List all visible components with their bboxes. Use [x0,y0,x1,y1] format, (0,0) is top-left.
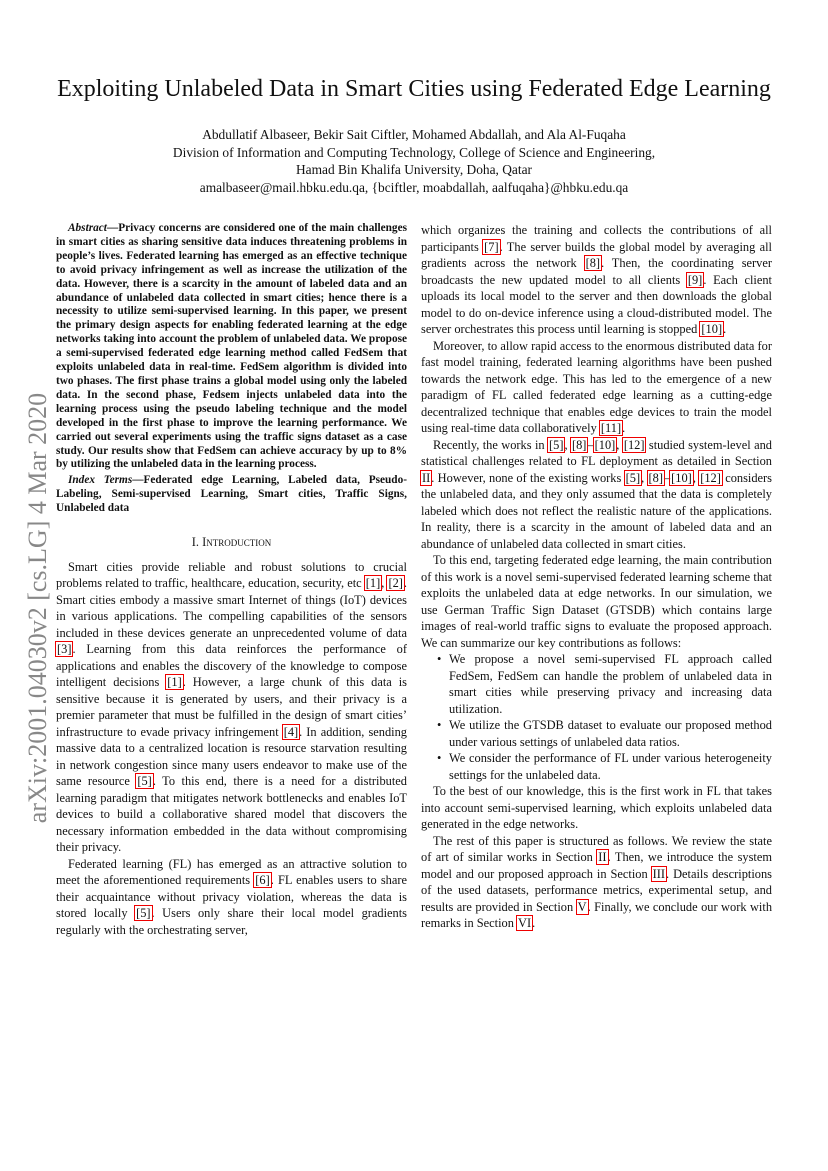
intro-text: . [723,322,727,336]
intro-text: studied system-level and statistical challenges related to FL deployment as detailed in Section [421,437,772,468]
intro-paragraph-2 [56,856,407,939]
intro-paragraph-6: To this end, targeting federated edge learning, the main contribution of this work is a novel semi-supervised federated learning scheme that exploits the unlabeled data at edge networks. In our simulation, we use German Traffic Sign Dataset (GTSDB) which contains large images of real-world traffic signs to evaluate the proposed approach. We can summarize our key contributions as follows: [421,553,772,650]
citation-separator: , [381,576,388,591]
citation-link[interactable]: [12] [700,470,721,485]
citation-link[interactable]: [10] [594,437,616,452]
list-item [437,717,772,750]
intro-text: . Finally, we conclude our work with remarks in Section [421,899,773,930]
abstract [56,222,407,472]
intro-text: considers the unlabeled data, and they only assumed that the data is completely labeled which does not reflect the realistic nature of the applications. In reality, there is a scarcity in the amount of labeled data and an abundance of unlabeled data collected in smart cities. [421,470,772,551]
citation-link[interactable]: [5] [625,470,641,485]
author-block [60,126,768,196]
intro-text: . Then, the coordinating server broadcasts the new updated model to all clients [421,256,773,287]
citation-link[interactable]: [10] [701,322,723,336]
citation-link[interactable]: [5] [137,774,152,789]
intro-text: . The server builds the global model by averaging all gradients across the network [421,239,772,270]
intro-paragraph-7: To the best of our knowledge, this is the first work in FL that takes into account semi-supervised learning, which exploits unlabeled data generated in the edge networks. [421,784,772,831]
intro-text: which organizes the training and collects the contributions of all participants [421,223,772,254]
intro-text: . Then, we introduce the system model and our proposed approach in Section [421,850,772,881]
right-column [421,222,772,932]
arxiv-identifier [18,370,58,845]
section-heading-introduction: I. Introduction [191,535,272,550]
list-item [437,750,772,783]
author-emails: amalbaseer@mail.hbku.edu.qa, {bciftler, moabdallah, aalfuqaha}@hbku.edu.qa [199,179,629,195]
contribution-list [421,651,772,783]
intro-text: . In addition, sending massive data to a centralized location is resource starvation resulting in network congestion since many users endeavor to make use of the same resource [56,724,407,789]
citation-link[interactable]: [9] [687,272,703,287]
index-terms [56,474,407,516]
intro-text: The rest of this paper is structured as follows. We review the state of art of similar works in Section [421,833,772,864]
citation-link[interactable]: [4] [283,724,299,739]
contribution-text: We propose a novel semi-supervised FL approach called FedSem, FedSem can handle the problem of unlabeled data in smart cities while preserving privacy and increasing data utilization. [449,652,772,716]
intro-text: . [622,421,626,435]
citation-separator: , [641,470,648,485]
arxiv-identifier-text: arXiv:2001.04030v2 [cs.LG] 4 Mar 2020 [23,392,52,823]
citation-link[interactable]: [2] [388,576,403,591]
citation-link[interactable]: [10] [671,470,692,485]
index-terms-text: —Federated edge Learning, Labeled data, Pseudo-Labeling, Semi-supervised Learning, Smart cities, Traffic Signs, Unlabeled data [56,474,407,515]
intro-paragraph-4 [421,338,772,437]
intro-text: . Learning from this data reinforces the performance of applications and enables the discovery of the knowledge to compose intelligent decisions [56,642,407,690]
intro-text: . Details descriptions of the used datasets, performance metrics, experimental setup, and results are provided in Section [421,866,772,914]
left-column [56,222,407,938]
list-item [437,651,772,717]
author-names: Abdullatif Albaseer, Bekir Sait Ciftler, Mohamed Abdallah, and Ala Al-Fuqaha [202,127,626,142]
intro-text: . Each client uploads its local model to the server and then downloads the global model to do on-device inference using a cloud-distributed model. The server orchestrates this process until learning is stopped [421,272,772,336]
citation-link[interactable]: [8] [571,437,587,452]
section-link[interactable]: III [652,866,666,881]
intro-text: Recently, the works in [433,437,549,452]
citation-link[interactable]: [6] [255,873,270,888]
citation-link[interactable]: [8] [585,256,601,270]
section-link[interactable]: VI [518,916,532,930]
paper-title: Exploiting Unlabeled Data in Smart Cities using Federated Edge Learning [57,76,771,102]
citation-separator: , [692,470,700,485]
citation-link[interactable]: [5] [549,437,564,452]
citation-separator: – [587,437,594,452]
citation-link[interactable]: [12] [623,437,645,452]
intro-text: Smart cities provide reliable and robust solutions to crucial problems related to traffic, healthcare, education, security, etc [56,559,407,591]
abstract-label: Abstract [68,222,107,234]
intro-text: . However, none of the existing works [431,470,625,485]
citation-link[interactable]: [5] [136,906,151,921]
citation-separator: – [663,470,671,485]
intro-text: . FL enables users to share their acquaintance without privacy violation, whereas the data is stored locally [56,873,407,921]
contribution-text: We utilize the GTSDB dataset to evaluate our proposed method under various settings of unlabeled data ratios. [449,718,772,749]
bullet-icon: • [437,718,442,732]
citation-link[interactable]: [1] [167,675,182,690]
citation-separator: , [564,437,571,452]
citation-link[interactable]: [1] [365,576,381,591]
intro-text: . Smart cities embody a massive smart Internet of things (IoT) devices in various applications. The compelling capabilities of the sensors included in these devices generate an unprecedented volume of data [56,576,407,640]
section-link[interactable]: V [577,899,587,914]
intro-paragraph-8 [421,833,772,932]
intro-text: . [532,916,536,930]
section-link[interactable]: II [598,850,607,864]
intro-text: Moreover, to allow rapid access to the enormous distributed data for fast model training, federated learning algorithms have been pushed towards the network edge. This has led to the emergence of a new paradigm of FL called federated edge learning as a cutting-edge decentralized technique that enables edge devices to train the model using real-time data collaboratively [421,338,772,435]
abstract-text: —Privacy concerns are considered one of the main challenges in smart cities as sharing sensitive data induces threatening problems in people’s lives. Federated learning has emerged as an effective technique to avoid privacy infringement as well as increase the utilization of the data. However, there is a scarcity in the amount of labeled data and an abundance of unlabeled data collected in smart cities; hence there is a necessity to utilize semi-supervised learning. In this paper, we present the primary design aspects for enabling federated learning at the edge networks taking into account the problem of unlabeled data. We propose a semi-supervised federated edge learning method called FedSem that exploits unlabeled data in real-time. FedSem algorithm is divided into two phases. The first phase trains a global model using only the labeled data. In the second phase, Fedsem injects unlabeled data into the learning process using the pseudo labeling technique and the model developed in the first phase to improve the learning performance. We carried out several experiments using the traffic signs dataset as a case study. Our results show that FedSem can achieve accuracy by up to 8% by utilizing the unlabeled data in the learning process. [56,222,407,471]
section-link[interactable]: II [422,470,431,485]
citation-separator: , [616,437,623,452]
citation-link[interactable]: [8] [648,470,663,485]
intro-text: . Users only share their local model gradients regularly with the orchestrating server, [56,906,407,937]
bullet-icon: • [437,751,442,765]
index-terms-label: Index Terms [68,474,133,487]
intro-text: . However, a large chunk of this data is sensitive because it is generated by users, and their privacy is a premier parameter that must be fulfilled in the design of smart cities’ infrastructure to evade privacy infringement [56,675,407,739]
intro-paragraph-5 [421,437,772,553]
affiliation-line-2: Hamad Bin Khalifa University, Doha, Qatar [295,162,532,177]
citation-link[interactable]: [7] [484,239,499,254]
bullet-icon: • [437,652,442,666]
intro-paragraph-3 [421,222,772,338]
contribution-text: We consider the performance of FL under various heterogeneity settings for the unlabeled data. [449,751,772,782]
intro-text: Federated learning (FL) has emerged as an attractive solution to meet the aforementioned requirements [56,856,407,888]
intro-paragraph-1 [56,559,407,856]
citation-link[interactable]: [3] [57,642,72,657]
intro-text: . To this end, there is a need for a distributed learning paradigm that mitigates network bottlenecks and enables IoT devices to build a collaborative shared model that discovers the necessary information embedded in the data without compromising their privacy. [56,774,407,855]
citation-link[interactable]: [11] [600,421,622,435]
affiliation-line-1: Division of Information and Computing Technology, College of Science and Engineering, [172,144,656,160]
